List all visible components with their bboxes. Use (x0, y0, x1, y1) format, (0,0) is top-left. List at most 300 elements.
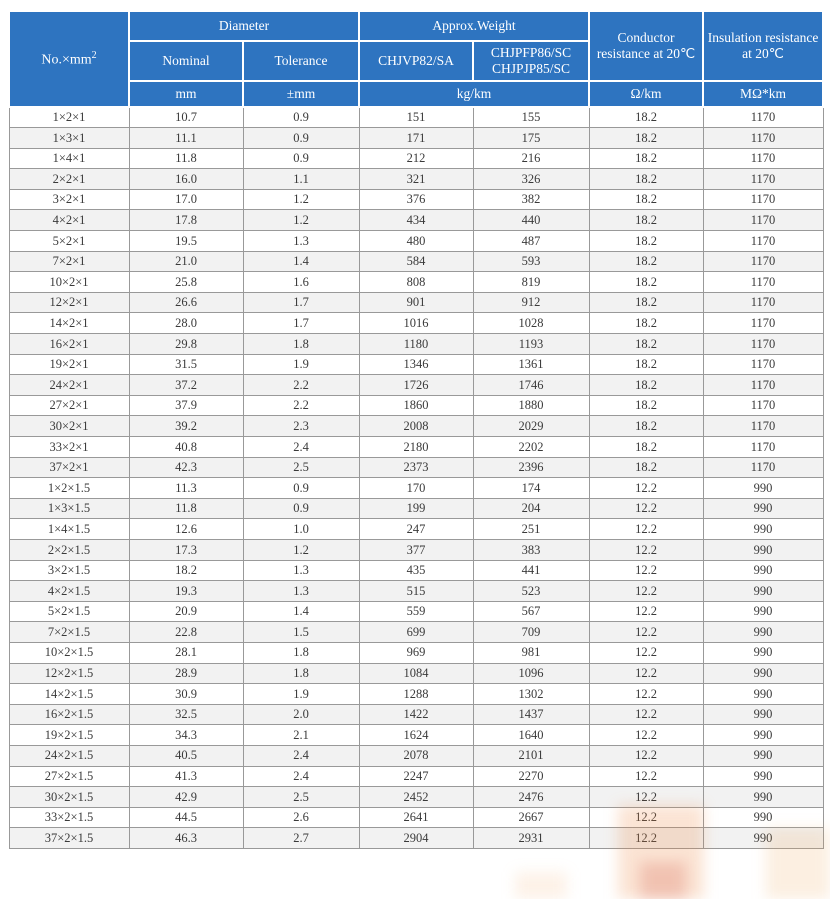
table-cell: 990 (703, 725, 823, 746)
table-body (9, 107, 823, 848)
table-cell: 5×2×1 (9, 231, 129, 252)
table-row (9, 684, 823, 705)
table-cell: 1170 (703, 354, 823, 375)
header-chjvp82: CHJVP82/SA (359, 41, 473, 81)
table-cell: 990 (703, 787, 823, 808)
table-cell: 37.9 (129, 395, 243, 416)
table-cell: 1.0 (243, 519, 359, 540)
table-row (9, 828, 823, 849)
table-cell: 383 (473, 539, 589, 560)
table-cell: 31.5 (129, 354, 243, 375)
table-cell: 1.4 (243, 251, 359, 272)
table-cell: 1302 (473, 684, 589, 705)
table-cell: 16.0 (129, 169, 243, 190)
table-cell: 1170 (703, 189, 823, 210)
header-chjpjp85-line2: CHJPJP85/SC (491, 61, 571, 76)
table-cell: 1.1 (243, 169, 359, 190)
table-cell: 1288 (359, 684, 473, 705)
table-cell: 1746 (473, 375, 589, 396)
table-cell: 990 (703, 519, 823, 540)
table-cell: 46.3 (129, 828, 243, 849)
table-cell: 2.2 (243, 395, 359, 416)
table-cell: 1.3 (243, 231, 359, 252)
table-cell: 2008 (359, 416, 473, 437)
table-cell: 1.2 (243, 210, 359, 231)
table-cell: 1170 (703, 416, 823, 437)
table-row (9, 478, 823, 499)
table-cell: 1084 (359, 663, 473, 684)
table-cell: 18.2 (589, 437, 703, 458)
table-cell: 2270 (473, 766, 589, 787)
table-cell: 1.8 (243, 334, 359, 355)
table-cell: 990 (703, 807, 823, 828)
table-cell: 27×2×1 (9, 395, 129, 416)
table-cell: 1170 (703, 169, 823, 190)
table-cell: 12.2 (589, 601, 703, 622)
table-cell: 1.2 (243, 539, 359, 560)
table-cell: 12.2 (589, 478, 703, 499)
table-cell: 1170 (703, 334, 823, 355)
header-no-mm2 (9, 11, 129, 107)
table-cell: 28.1 (129, 642, 243, 663)
table-cell: 0.9 (243, 148, 359, 169)
table-cell: 901 (359, 292, 473, 313)
table-row (9, 334, 823, 355)
table-cell: 2373 (359, 457, 473, 478)
table-cell: 12.2 (589, 828, 703, 849)
unit-plus-minus-mm: ±mm (243, 81, 359, 107)
table-cell: 2.3 (243, 416, 359, 437)
table-cell: 14×2×1 (9, 313, 129, 334)
table-row (9, 292, 823, 313)
table-cell: 321 (359, 169, 473, 190)
table-cell: 1170 (703, 251, 823, 272)
table-row (9, 128, 823, 149)
table-cell: 1170 (703, 313, 823, 334)
table-cell: 42.3 (129, 457, 243, 478)
table-cell: 990 (703, 601, 823, 622)
table-cell: 2.1 (243, 725, 359, 746)
table-cell: 41.3 (129, 766, 243, 787)
table-row (9, 437, 823, 458)
table-cell: 30.9 (129, 684, 243, 705)
table-cell: 18.2 (589, 375, 703, 396)
table-cell: 1170 (703, 231, 823, 252)
table-cell: 1.7 (243, 292, 359, 313)
table-cell: 12.2 (589, 498, 703, 519)
table-cell: 2247 (359, 766, 473, 787)
table-cell: 18.2 (129, 560, 243, 581)
table-cell: 12.2 (589, 519, 703, 540)
table-row (9, 622, 823, 643)
table-cell: 28.0 (129, 313, 243, 334)
table-row (9, 807, 823, 828)
table-cell: 2931 (473, 828, 589, 849)
table-cell: 2.5 (243, 787, 359, 808)
table-row (9, 272, 823, 293)
table-cell: 1×2×1 (9, 107, 129, 128)
table-row (9, 745, 823, 766)
unit-ohm-km: Ω/km (589, 81, 703, 107)
table-row (9, 725, 823, 746)
table-cell: 990 (703, 828, 823, 849)
table-cell: 1640 (473, 725, 589, 746)
table-row (9, 107, 823, 128)
table-row (9, 601, 823, 622)
table-cell: 33×2×1 (9, 437, 129, 458)
table-cell: 199 (359, 498, 473, 519)
table-cell: 0.9 (243, 498, 359, 519)
table-cell: 1028 (473, 313, 589, 334)
table-cell: 990 (703, 704, 823, 725)
table-cell: 2×2×1.5 (9, 539, 129, 560)
unit-kg-km: kg/km (359, 81, 589, 107)
table-cell: 12.2 (589, 745, 703, 766)
table-cell: 29.8 (129, 334, 243, 355)
table-cell: 170 (359, 478, 473, 499)
table-cell: 1×3×1 (9, 128, 129, 149)
table-cell: 37×2×1 (9, 457, 129, 478)
table-cell: 12.2 (589, 807, 703, 828)
table-cell: 216 (473, 148, 589, 169)
table-cell: 1.6 (243, 272, 359, 293)
table-cell: 18.2 (589, 354, 703, 375)
table-cell: 2101 (473, 745, 589, 766)
table-cell: 212 (359, 148, 473, 169)
table-cell: 5×2×1.5 (9, 601, 129, 622)
table-cell: 155 (473, 107, 589, 128)
table-cell: 0.9 (243, 107, 359, 128)
table-cell: 2452 (359, 787, 473, 808)
table-cell: 12×2×1 (9, 292, 129, 313)
unit-mohm-km: MΩ*km (703, 81, 823, 107)
table-cell: 1180 (359, 334, 473, 355)
cable-spec-table (8, 10, 824, 849)
table-cell: 376 (359, 189, 473, 210)
table-cell: 17.3 (129, 539, 243, 560)
table-cell: 1.9 (243, 354, 359, 375)
table-cell: 593 (473, 251, 589, 272)
table-row (9, 642, 823, 663)
table-cell: 40.8 (129, 437, 243, 458)
table-cell: 1170 (703, 148, 823, 169)
header-chjpfp86-line1: CHJPFP86/SC (490, 45, 572, 61)
table-cell: 1×4×1.5 (9, 519, 129, 540)
table-cell: 1170 (703, 395, 823, 416)
table-cell: 3×2×1.5 (9, 560, 129, 581)
table-cell: 981 (473, 642, 589, 663)
unit-mm: mm (129, 81, 243, 107)
table-cell: 1860 (359, 395, 473, 416)
table-cell: 1437 (473, 704, 589, 725)
table-cell: 44.5 (129, 807, 243, 828)
table-cell: 2180 (359, 437, 473, 458)
table-cell: 0.9 (243, 478, 359, 499)
table-cell: 12.2 (589, 663, 703, 684)
table-cell: 18.2 (589, 272, 703, 293)
table-cell: 990 (703, 684, 823, 705)
table-cell: 435 (359, 560, 473, 581)
table-cell: 2667 (473, 807, 589, 828)
table-cell: 24×2×1 (9, 375, 129, 396)
table-cell: 523 (473, 581, 589, 602)
table-cell: 1170 (703, 210, 823, 231)
table-cell: 4×2×1.5 (9, 581, 129, 602)
table-cell: 1170 (703, 272, 823, 293)
table-cell: 10×2×1 (9, 272, 129, 293)
table-cell: 2.6 (243, 807, 359, 828)
table-cell: 39.2 (129, 416, 243, 437)
header-approx-weight: Approx.Weight (359, 11, 589, 41)
table-cell: 12.2 (589, 581, 703, 602)
table-cell: 12.2 (589, 539, 703, 560)
table-cell: 19×2×1.5 (9, 725, 129, 746)
table-cell: 37.2 (129, 375, 243, 396)
table-cell: 480 (359, 231, 473, 252)
table-cell: 2029 (473, 416, 589, 437)
table-cell: 990 (703, 766, 823, 787)
table-cell: 990 (703, 560, 823, 581)
table-cell: 42.9 (129, 787, 243, 808)
table-cell: 1170 (703, 375, 823, 396)
table-cell: 32.5 (129, 704, 243, 725)
table-row (9, 457, 823, 478)
table-cell: 33×2×1.5 (9, 807, 129, 828)
table-cell: 18.2 (589, 416, 703, 437)
table-cell: 171 (359, 128, 473, 149)
table-cell: 1×4×1 (9, 148, 129, 169)
table-cell: 699 (359, 622, 473, 643)
table-cell: 22.8 (129, 622, 243, 643)
table-header (9, 11, 823, 107)
table-cell: 1361 (473, 354, 589, 375)
table-cell: 2.0 (243, 704, 359, 725)
table-cell: 3×2×1 (9, 189, 129, 210)
table-row (9, 169, 823, 190)
table-cell: 2×2×1 (9, 169, 129, 190)
table-cell: 2078 (359, 745, 473, 766)
table-row (9, 766, 823, 787)
table-cell: 34.3 (129, 725, 243, 746)
table-cell: 11.8 (129, 498, 243, 519)
table-cell: 4×2×1 (9, 210, 129, 231)
table-row (9, 519, 823, 540)
table-cell: 990 (703, 745, 823, 766)
table-cell: 2.7 (243, 828, 359, 849)
table-cell: 18.2 (589, 292, 703, 313)
table-cell: 1726 (359, 375, 473, 396)
table-cell: 18.2 (589, 457, 703, 478)
table-row (9, 663, 823, 684)
table-cell: 18.2 (589, 210, 703, 231)
table-cell: 326 (473, 169, 589, 190)
table-cell: 2.5 (243, 457, 359, 478)
table-cell: 12.2 (589, 560, 703, 581)
table-cell: 990 (703, 498, 823, 519)
header-diameter: Diameter (129, 11, 359, 41)
table-cell: 1016 (359, 313, 473, 334)
table-row (9, 231, 823, 252)
table-cell: 990 (703, 663, 823, 684)
table-cell: 18.2 (589, 395, 703, 416)
table-cell: 12.2 (589, 704, 703, 725)
table-cell: 1.3 (243, 581, 359, 602)
table-row (9, 704, 823, 725)
table-cell: 1.8 (243, 663, 359, 684)
table-cell: 709 (473, 622, 589, 643)
table-cell: 12.2 (589, 725, 703, 746)
table-cell: 12.2 (589, 684, 703, 705)
table-cell: 1170 (703, 128, 823, 149)
table-cell: 1193 (473, 334, 589, 355)
table-cell: 18.2 (589, 148, 703, 169)
table-cell: 487 (473, 231, 589, 252)
header-no-mm2-label: No.×mm (41, 52, 92, 68)
table-cell: 1×3×1.5 (9, 498, 129, 519)
table-cell: 18.2 (589, 251, 703, 272)
table-cell: 0.9 (243, 128, 359, 149)
table-cell: 1880 (473, 395, 589, 416)
table-cell: 24×2×1.5 (9, 745, 129, 766)
table-cell: 2.4 (243, 745, 359, 766)
table-cell: 1×2×1.5 (9, 478, 129, 499)
table-cell: 10.7 (129, 107, 243, 128)
table-cell: 819 (473, 272, 589, 293)
table-cell: 584 (359, 251, 473, 272)
table-cell: 17.0 (129, 189, 243, 210)
table-cell: 11.1 (129, 128, 243, 149)
table-cell: 18.2 (589, 334, 703, 355)
table-cell: 382 (473, 189, 589, 210)
table-cell: 2.2 (243, 375, 359, 396)
table-cell: 18.2 (589, 169, 703, 190)
table-cell: 1.7 (243, 313, 359, 334)
table-cell: 19×2×1 (9, 354, 129, 375)
table-cell: 2.4 (243, 766, 359, 787)
header-chjpfp86 (473, 41, 589, 81)
table-cell: 19.3 (129, 581, 243, 602)
table-cell: 1624 (359, 725, 473, 746)
table-cell: 1.9 (243, 684, 359, 705)
table-cell: 1346 (359, 354, 473, 375)
table-cell: 808 (359, 272, 473, 293)
table-cell: 1.3 (243, 560, 359, 581)
table-cell: 40.5 (129, 745, 243, 766)
table-cell: 18.2 (589, 128, 703, 149)
watermark-blob (640, 862, 686, 899)
table-cell: 174 (473, 478, 589, 499)
table-cell: 12.2 (589, 622, 703, 643)
header-tolerance: Tolerance (243, 41, 359, 81)
table-row (9, 498, 823, 519)
header-conductor-resistance: Conductor resistance at 20℃ (589, 11, 703, 81)
table-cell: 2476 (473, 787, 589, 808)
table-cell: 17.8 (129, 210, 243, 231)
table-cell: 440 (473, 210, 589, 231)
table-cell: 30×2×1.5 (9, 787, 129, 808)
table-cell: 12.2 (589, 642, 703, 663)
table-cell: 16×2×1.5 (9, 704, 129, 725)
table-cell: 1.4 (243, 601, 359, 622)
table-cell: 2202 (473, 437, 589, 458)
watermark-blob (515, 872, 567, 899)
table-cell: 12.2 (589, 766, 703, 787)
table-cell: 251 (473, 519, 589, 540)
table-cell: 12.2 (589, 787, 703, 808)
table-cell: 2904 (359, 828, 473, 849)
table-cell: 25.8 (129, 272, 243, 293)
table-cell: 1096 (473, 663, 589, 684)
table-cell: 1170 (703, 457, 823, 478)
table-cell: 1.8 (243, 642, 359, 663)
table-row (9, 354, 823, 375)
table-cell: 990 (703, 539, 823, 560)
table-row (9, 210, 823, 231)
table-cell: 14×2×1.5 (9, 684, 129, 705)
table-cell: 1170 (703, 107, 823, 128)
table-cell: 247 (359, 519, 473, 540)
table-cell: 7×2×1.5 (9, 622, 129, 643)
table-row (9, 189, 823, 210)
table-cell: 990 (703, 622, 823, 643)
table-cell: 1.5 (243, 622, 359, 643)
table-cell: 20.9 (129, 601, 243, 622)
table-cell: 12.6 (129, 519, 243, 540)
table-cell: 151 (359, 107, 473, 128)
table-cell: 19.5 (129, 231, 243, 252)
table-cell: 27×2×1.5 (9, 766, 129, 787)
table-row (9, 251, 823, 272)
table-cell: 567 (473, 601, 589, 622)
header-insulation-resistance: Insulation resistance at 20℃ (703, 11, 823, 81)
table-cell: 1170 (703, 437, 823, 458)
table-cell: 10×2×1.5 (9, 642, 129, 663)
table-cell: 18.2 (589, 107, 703, 128)
table-cell: 990 (703, 581, 823, 602)
table-cell: 175 (473, 128, 589, 149)
table-cell: 515 (359, 581, 473, 602)
table-cell: 1422 (359, 704, 473, 725)
table-cell: 204 (473, 498, 589, 519)
table-cell: 969 (359, 642, 473, 663)
table-cell: 1170 (703, 292, 823, 313)
table-cell: 1.2 (243, 189, 359, 210)
table-row (9, 395, 823, 416)
table-cell: 11.8 (129, 148, 243, 169)
header-nominal: Nominal (129, 41, 243, 81)
table-cell: 2.4 (243, 437, 359, 458)
table-cell: 912 (473, 292, 589, 313)
table-row (9, 313, 823, 334)
table-cell: 2641 (359, 807, 473, 828)
table-cell: 11.3 (129, 478, 243, 499)
table-cell: 434 (359, 210, 473, 231)
table-cell: 2396 (473, 457, 589, 478)
table-cell: 559 (359, 601, 473, 622)
table-cell: 441 (473, 560, 589, 581)
table-cell: 7×2×1 (9, 251, 129, 272)
table-cell: 18.2 (589, 231, 703, 252)
table-row (9, 560, 823, 581)
table-cell: 18.2 (589, 313, 703, 334)
table-cell: 990 (703, 478, 823, 499)
table-cell: 377 (359, 539, 473, 560)
table-cell: 30×2×1 (9, 416, 129, 437)
header-no-mm2-sup: 2 (91, 49, 97, 61)
table-row (9, 539, 823, 560)
table-cell: 16×2×1 (9, 334, 129, 355)
table-row (9, 148, 823, 169)
